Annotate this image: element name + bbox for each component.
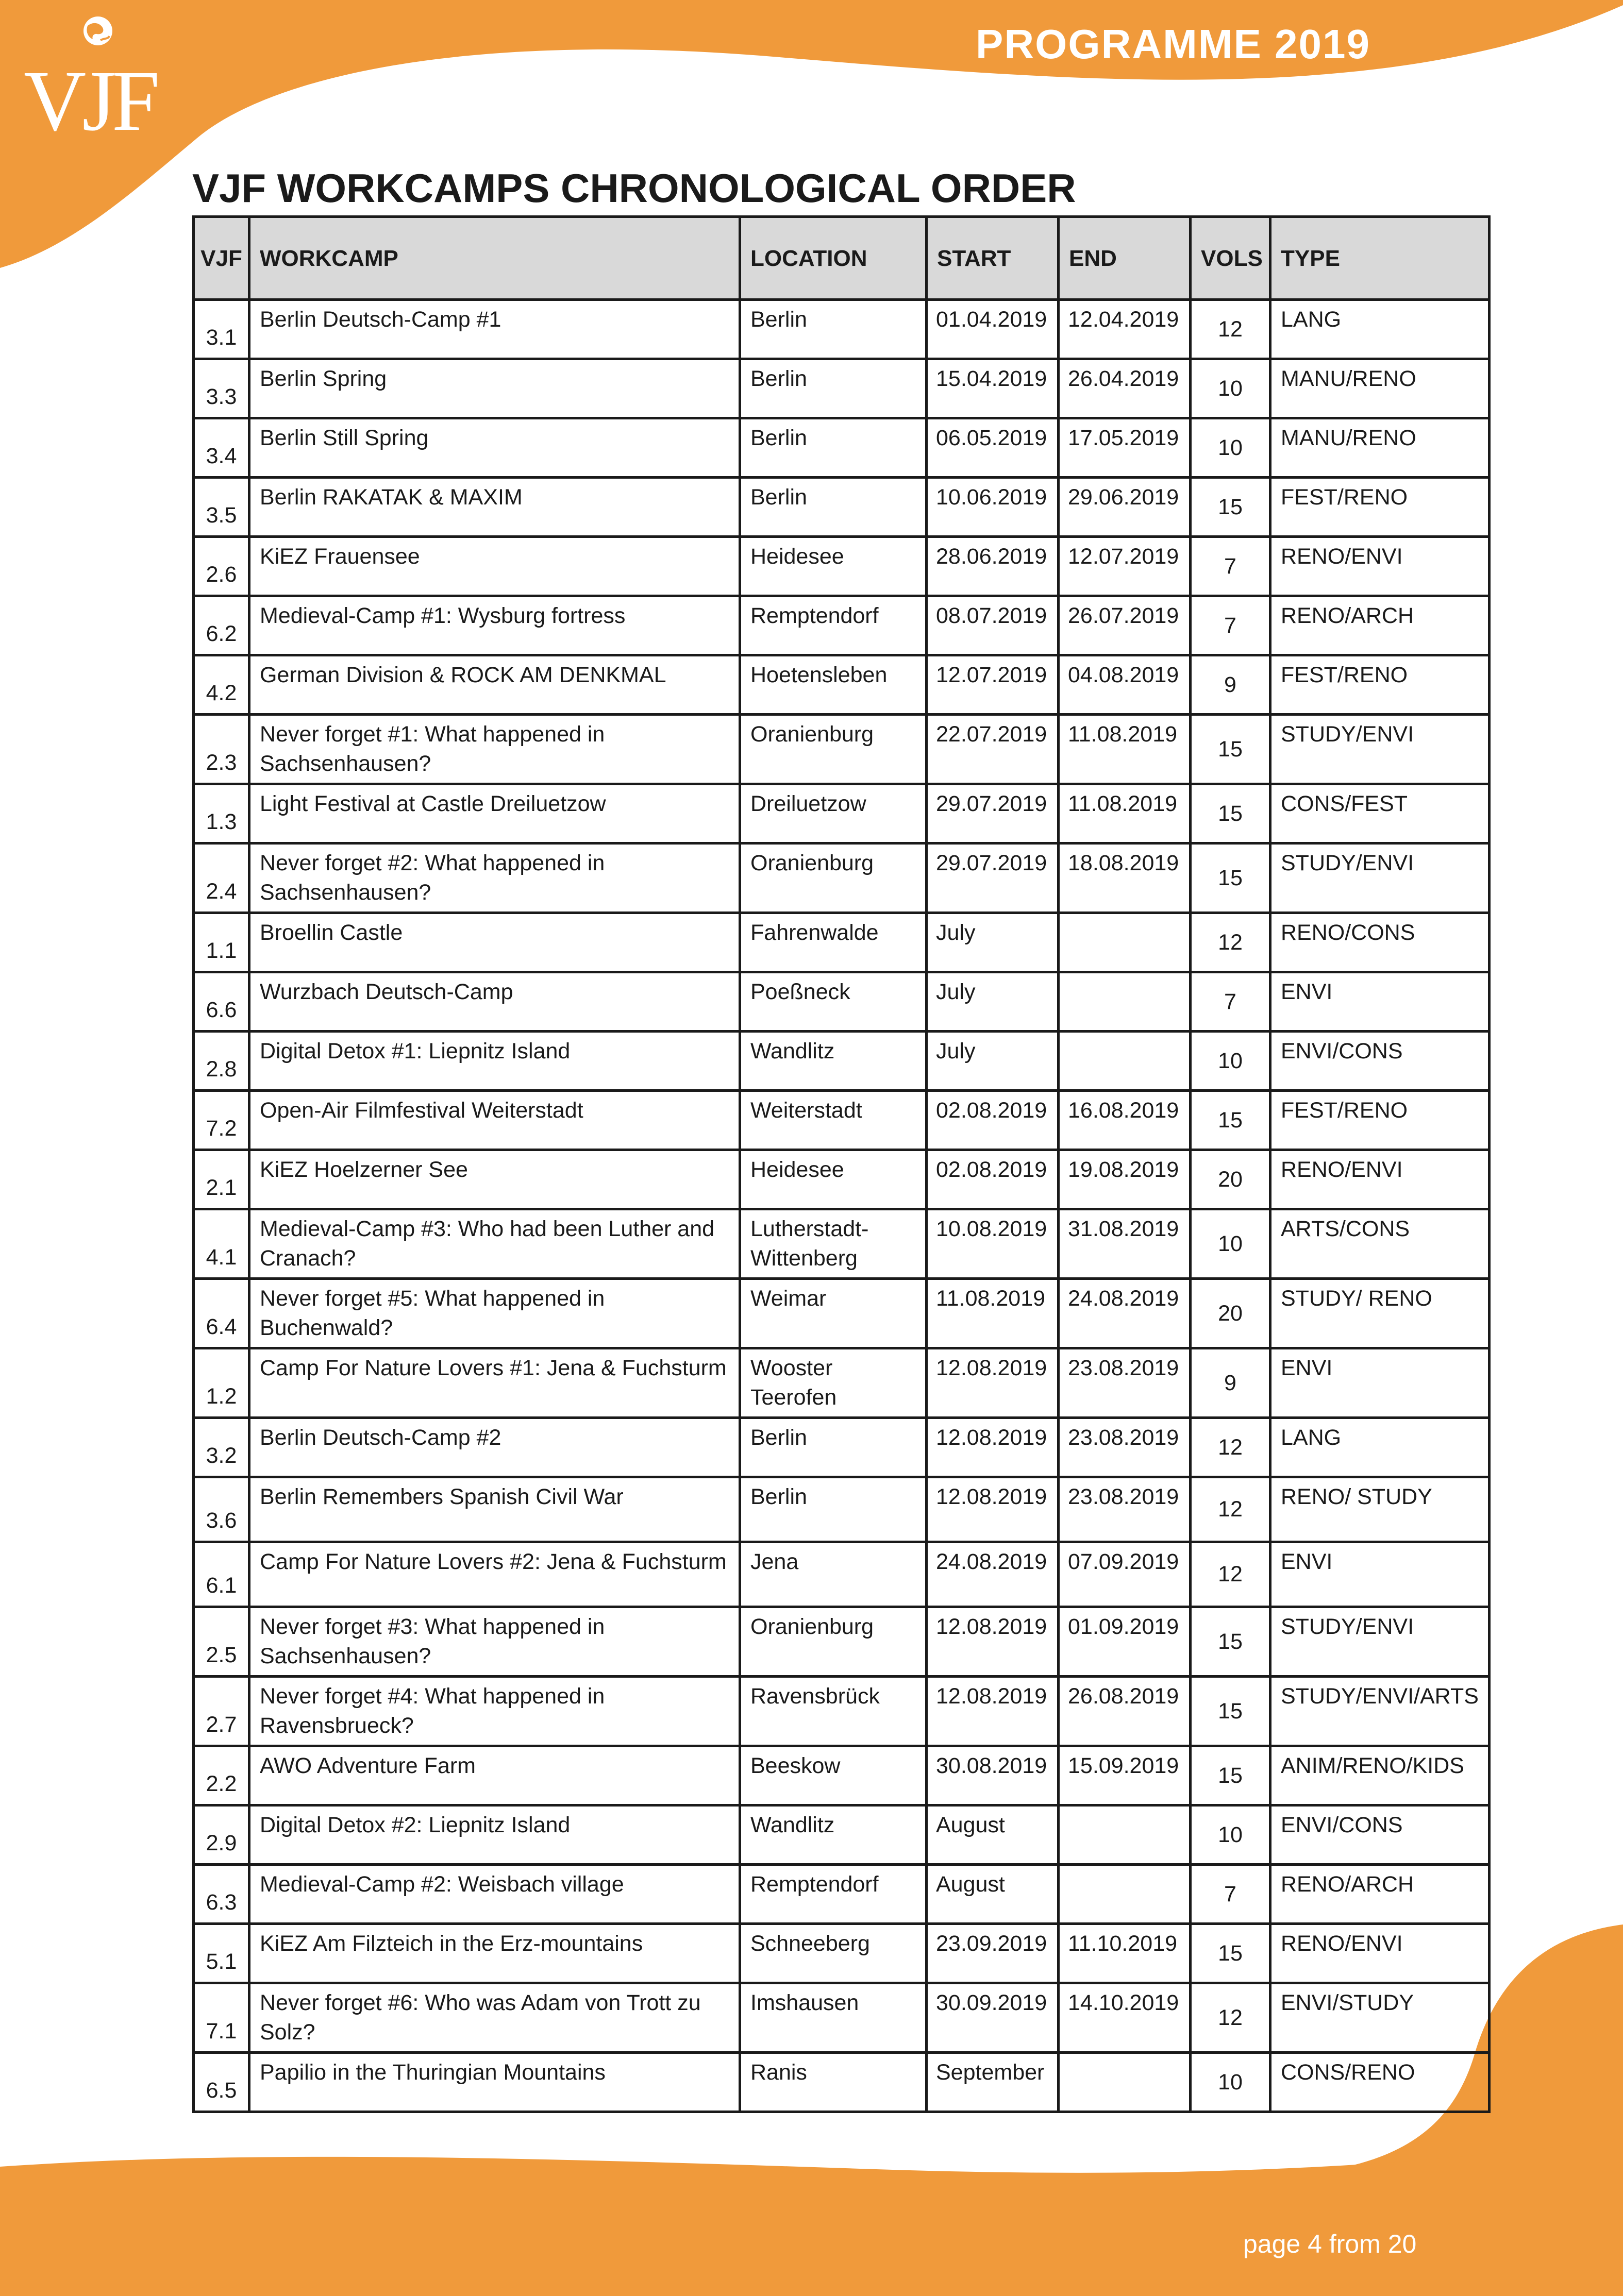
volunteers-cell: 12	[1191, 1477, 1270, 1542]
location-cell: Wandlitz	[740, 1032, 927, 1091]
start-date-cell: 12.08.2019	[927, 1477, 1059, 1542]
volunteers-cell: 15	[1191, 1607, 1270, 1677]
table-row	[194, 1032, 1490, 1091]
location-cell: Wooster Teerofen	[740, 1348, 927, 1418]
start-date-cell: 30.08.2019	[927, 1746, 1059, 1805]
table-header-row	[194, 217, 1490, 300]
table-row	[194, 1865, 1490, 1924]
table-row	[194, 537, 1490, 596]
column-header-start: START	[927, 217, 1059, 300]
location-cell: Berlin	[740, 1418, 927, 1477]
type-cell: ENVI/CONS	[1270, 1805, 1490, 1865]
programme-title: PROGRAMME 2019	[976, 21, 1370, 67]
vjf-cell: 2.8	[194, 1032, 249, 1091]
location-cell: Berlin	[740, 478, 927, 537]
workcamp-cell: Papilio in the Thuringian Mountains	[249, 2053, 740, 2112]
table-row	[194, 300, 1490, 359]
type-cell: ENVI	[1270, 1542, 1490, 1607]
workcamp-cell: Never forget #6: Who was Adam von Trott zu Solz?	[249, 1983, 740, 2053]
end-date-cell: 07.09.2019	[1059, 1542, 1191, 1607]
start-date-cell: 23.09.2019	[927, 1924, 1059, 1983]
volunteers-cell: 15	[1191, 715, 1270, 784]
workcamp-cell: Digital Detox #2: Liepnitz Island	[249, 1805, 740, 1865]
type-cell: RENO/ARCH	[1270, 596, 1490, 655]
vjf-cell: 6.5	[194, 2053, 249, 2112]
location-cell: Berlin	[740, 359, 927, 418]
vjf-cell: 2.4	[194, 843, 249, 913]
page-title: VJF WORKCAMPS CHRONOLOGICAL ORDER	[192, 165, 1076, 211]
start-date-cell: 24.08.2019	[927, 1542, 1059, 1607]
table-row	[194, 913, 1490, 972]
vjf-cell: 6.1	[194, 1542, 249, 1607]
workcamp-cell: Berlin Deutsch-Camp #1	[249, 300, 740, 359]
end-date-cell	[1059, 972, 1191, 1032]
start-date-cell: 10.08.2019	[927, 1209, 1059, 1279]
location-cell: Dreiluetzow	[740, 784, 927, 843]
workcamp-cell: AWO Adventure Farm	[249, 1746, 740, 1805]
volunteers-cell: 10	[1191, 418, 1270, 478]
type-cell: STUDY/ENVI	[1270, 843, 1490, 913]
table-row	[194, 1150, 1490, 1209]
end-date-cell: 23.08.2019	[1059, 1418, 1191, 1477]
vjf-cell: 7.2	[194, 1091, 249, 1150]
workcamp-cell: Berlin Remembers Spanish Civil War	[249, 1477, 740, 1542]
column-header-workcamp: WORKCAMP	[249, 217, 740, 300]
volunteers-cell: 15	[1191, 478, 1270, 537]
workcamp-cell: Berlin Deutsch-Camp #2	[249, 1418, 740, 1477]
end-date-cell: 26.08.2019	[1059, 1677, 1191, 1746]
volunteers-cell: 20	[1191, 1150, 1270, 1209]
start-date-cell: 11.08.2019	[927, 1279, 1059, 1348]
end-date-cell: 12.07.2019	[1059, 537, 1191, 596]
start-date-cell: 10.06.2019	[927, 478, 1059, 537]
type-cell: STUDY/ENVI	[1270, 1607, 1490, 1677]
start-date-cell: 06.05.2019	[927, 418, 1059, 478]
end-date-cell: 14.10.2019	[1059, 1983, 1191, 2053]
type-cell: LANG	[1270, 1418, 1490, 1477]
start-date-cell: August	[927, 1865, 1059, 1924]
vjf-cell: 6.2	[194, 596, 249, 655]
vjf-cell: 1.3	[194, 784, 249, 843]
start-date-cell: 22.07.2019	[927, 715, 1059, 784]
column-header-vols: VOLS	[1191, 217, 1270, 300]
location-cell: Wandlitz	[740, 1805, 927, 1865]
table-row	[194, 359, 1490, 418]
start-date-cell: 29.07.2019	[927, 784, 1059, 843]
type-cell: ENVI	[1270, 1348, 1490, 1418]
workcamp-cell: KiEZ Frauensee	[249, 537, 740, 596]
vjf-cell: 2.2	[194, 1746, 249, 1805]
type-cell: RENO/ STUDY	[1270, 1477, 1490, 1542]
table-row	[194, 1477, 1490, 1542]
vjf-cell: 4.2	[194, 655, 249, 715]
volunteers-cell: 7	[1191, 972, 1270, 1032]
vjf-cell: 4.1	[194, 1209, 249, 1279]
location-cell: Weiterstadt	[740, 1091, 927, 1150]
end-date-cell: 04.08.2019	[1059, 655, 1191, 715]
type-cell: STUDY/ RENO	[1270, 1279, 1490, 1348]
table-row	[194, 655, 1490, 715]
volunteers-cell: 12	[1191, 1983, 1270, 2053]
type-cell: ENVI	[1270, 972, 1490, 1032]
volunteers-cell: 10	[1191, 2053, 1270, 2112]
workcamp-cell: Berlin RAKATAK & MAXIM	[249, 478, 740, 537]
table-row	[194, 1924, 1490, 1983]
type-cell: CONS/FEST	[1270, 784, 1490, 843]
workcamp-cell: Never forget #5: What happened in Buchenwald?	[249, 1279, 740, 1348]
table-row	[194, 715, 1490, 784]
table-row	[194, 596, 1490, 655]
table-row	[194, 1348, 1490, 1418]
vjf-cell: 1.2	[194, 1348, 249, 1418]
location-cell: Lutherstadt-Wittenberg	[740, 1209, 927, 1279]
start-date-cell: 12.07.2019	[927, 655, 1059, 715]
end-date-cell: 23.08.2019	[1059, 1477, 1191, 1542]
volunteers-cell: 10	[1191, 1805, 1270, 1865]
vjf-cell: 3.4	[194, 418, 249, 478]
end-date-cell: 15.09.2019	[1059, 1746, 1191, 1805]
volunteers-cell: 10	[1191, 359, 1270, 418]
workcamp-cell: KiEZ Am Filzteich in the Erz-mountains	[249, 1924, 740, 1983]
end-date-cell: 11.08.2019	[1059, 784, 1191, 843]
location-cell: Heidesee	[740, 1150, 927, 1209]
location-cell: Oranienburg	[740, 843, 927, 913]
table-row	[194, 1418, 1490, 1477]
type-cell: FEST/RENO	[1270, 478, 1490, 537]
type-cell: STUDY/ENVI/ARTS	[1270, 1677, 1490, 1746]
workcamp-cell: Never forget #4: What happened in Ravensbrueck?	[249, 1677, 740, 1746]
table-row	[194, 478, 1490, 537]
workcamp-cell: Camp For Nature Lovers #2: Jena & Fuchsturm	[249, 1542, 740, 1607]
column-header-vjf: VJF	[194, 217, 249, 300]
vjf-cell: 7.1	[194, 1983, 249, 2053]
end-date-cell: 29.06.2019	[1059, 478, 1191, 537]
start-date-cell: 12.08.2019	[927, 1348, 1059, 1418]
end-date-cell: 01.09.2019	[1059, 1607, 1191, 1677]
volunteers-cell: 12	[1191, 913, 1270, 972]
vjf-cell: 2.5	[194, 1607, 249, 1677]
vjf-cell: 3.5	[194, 478, 249, 537]
vjf-cell: 6.6	[194, 972, 249, 1032]
volunteers-cell: 9	[1191, 655, 1270, 715]
location-cell: Ravensbrück	[740, 1677, 927, 1746]
volunteers-cell: 15	[1191, 784, 1270, 843]
location-cell: Heidesee	[740, 537, 927, 596]
end-date-cell: 31.08.2019	[1059, 1209, 1191, 1279]
type-cell: CONS/RENO	[1270, 2053, 1490, 2112]
start-date-cell: July	[927, 1032, 1059, 1091]
location-cell: Poeßneck	[740, 972, 927, 1032]
workcamp-cell: Medieval-Camp #1: Wysburg fortress	[249, 596, 740, 655]
type-cell: FEST/RENO	[1270, 655, 1490, 715]
column-header-location: LOCATION	[740, 217, 927, 300]
end-date-cell: 26.07.2019	[1059, 596, 1191, 655]
workcamp-cell: Wurzbach Deutsch-Camp	[249, 972, 740, 1032]
volunteers-cell: 15	[1191, 1746, 1270, 1805]
table-row	[194, 1279, 1490, 1348]
table-row	[194, 1542, 1490, 1607]
type-cell: LANG	[1270, 300, 1490, 359]
workcamp-cell: Berlin Still Spring	[249, 418, 740, 478]
location-cell: Jena	[740, 1542, 927, 1607]
location-cell: Beeskow	[740, 1746, 927, 1805]
workcamp-cell: Never forget #2: What happened in Sachsenhausen?	[249, 843, 740, 913]
vjf-cell: 2.1	[194, 1150, 249, 1209]
column-header-end: END	[1059, 217, 1191, 300]
end-date-cell: 11.10.2019	[1059, 1924, 1191, 1983]
end-date-cell: 18.08.2019	[1059, 843, 1191, 913]
start-date-cell: 29.07.2019	[927, 843, 1059, 913]
table-row	[194, 972, 1490, 1032]
table-row	[194, 1209, 1490, 1279]
workcamp-cell: Digital Detox #1: Liepnitz Island	[249, 1032, 740, 1091]
start-date-cell: 02.08.2019	[927, 1150, 1059, 1209]
end-date-cell: 16.08.2019	[1059, 1091, 1191, 1150]
start-date-cell: 02.08.2019	[927, 1091, 1059, 1150]
end-date-cell: 23.08.2019	[1059, 1348, 1191, 1418]
workcamp-cell: Broellin Castle	[249, 913, 740, 972]
page-number: page 4 from 20	[1243, 2230, 1417, 2258]
end-date-cell: 11.08.2019	[1059, 715, 1191, 784]
column-header-type: TYPE	[1270, 217, 1490, 300]
start-date-cell: 12.08.2019	[927, 1607, 1059, 1677]
volunteers-cell: 15	[1191, 843, 1270, 913]
end-date-cell	[1059, 1805, 1191, 1865]
volunteers-cell: 7	[1191, 1865, 1270, 1924]
end-date-cell: 17.05.2019	[1059, 418, 1191, 478]
location-cell: Remptendorf	[740, 1865, 927, 1924]
volunteers-cell: 12	[1191, 300, 1270, 359]
volunteers-cell: 20	[1191, 1279, 1270, 1348]
vjf-cell: 5.1	[194, 1924, 249, 1983]
vjf-cell: 2.9	[194, 1805, 249, 1865]
volunteers-cell: 9	[1191, 1348, 1270, 1418]
location-cell: Oranienburg	[740, 715, 927, 784]
end-date-cell: 19.08.2019	[1059, 1150, 1191, 1209]
table-row	[194, 1805, 1490, 1865]
start-date-cell: 15.04.2019	[927, 359, 1059, 418]
location-cell: Berlin	[740, 300, 927, 359]
start-date-cell: 12.08.2019	[927, 1418, 1059, 1477]
location-cell: Berlin	[740, 418, 927, 478]
workcamp-cell: Camp For Nature Lovers #1: Jena & Fuchsturm	[249, 1348, 740, 1418]
type-cell: ENVI/CONS	[1270, 1032, 1490, 1091]
type-cell: RENO/ENVI	[1270, 537, 1490, 596]
volunteers-cell: 10	[1191, 1209, 1270, 1279]
workcamp-cell: Never forget #3: What happened in Sachsenhausen?	[249, 1607, 740, 1677]
type-cell: RENO/ENVI	[1270, 1924, 1490, 1983]
type-cell: RENO/CONS	[1270, 913, 1490, 972]
location-cell: Oranienburg	[740, 1607, 927, 1677]
table-row	[194, 1091, 1490, 1150]
table-row	[194, 784, 1490, 843]
location-cell: Ranis	[740, 2053, 927, 2112]
start-date-cell: August	[927, 1805, 1059, 1865]
type-cell: ANIM/RENO/KIDS	[1270, 1746, 1490, 1805]
vjf-logo	[10, 10, 155, 196]
workcamp-cell: German Division & ROCK AM DENKMAL	[249, 655, 740, 715]
end-date-cell	[1059, 1032, 1191, 1091]
volunteers-cell: 15	[1191, 1677, 1270, 1746]
table-row	[194, 1677, 1490, 1746]
type-cell: ENVI/STUDY	[1270, 1983, 1490, 2053]
end-date-cell	[1059, 2053, 1191, 2112]
end-date-cell	[1059, 1865, 1191, 1924]
type-cell: FEST/RENO	[1270, 1091, 1490, 1150]
type-cell: RENO/ENVI	[1270, 1150, 1490, 1209]
logo-text: VJF	[24, 53, 156, 149]
workcamp-cell: Open-Air Filmfestival Weiterstadt	[249, 1091, 740, 1150]
location-cell: Hoetensleben	[740, 655, 927, 715]
vjf-cell: 2.3	[194, 715, 249, 784]
end-date-cell: 26.04.2019	[1059, 359, 1191, 418]
start-date-cell: 30.09.2019	[927, 1983, 1059, 2053]
start-date-cell: September	[927, 2053, 1059, 2112]
volunteers-cell: 10	[1191, 1032, 1270, 1091]
workcamp-cell: KiEZ Hoelzerner See	[249, 1150, 740, 1209]
vjf-cell: 1.1	[194, 913, 249, 972]
vjf-cell: 6.3	[194, 1865, 249, 1924]
table-row	[194, 843, 1490, 913]
vjf-cell: 2.7	[194, 1677, 249, 1746]
workcamp-cell: Light Festival at Castle Dreiluetzow	[249, 784, 740, 843]
vjf-cell: 3.3	[194, 359, 249, 418]
workcamp-cell: Berlin Spring	[249, 359, 740, 418]
end-date-cell: 24.08.2019	[1059, 1279, 1191, 1348]
table-row	[194, 418, 1490, 478]
table-row	[194, 1607, 1490, 1677]
location-cell: Fahrenwalde	[740, 913, 927, 972]
volunteers-cell: 12	[1191, 1418, 1270, 1477]
vjf-cell: 2.6	[194, 537, 249, 596]
type-cell: MANU/RENO	[1270, 359, 1490, 418]
start-date-cell: July	[927, 972, 1059, 1032]
start-date-cell: 08.07.2019	[927, 596, 1059, 655]
vjf-cell: 6.4	[194, 1279, 249, 1348]
table-row	[194, 1746, 1490, 1805]
volunteers-cell: 7	[1191, 596, 1270, 655]
vjf-cell: 3.1	[194, 300, 249, 359]
workcamp-cell: Medieval-Camp #3: Who had been Luther and Cranach?	[249, 1209, 740, 1279]
workcamp-cell: Medieval-Camp #2: Weisbach village	[249, 1865, 740, 1924]
type-cell: MANU/RENO	[1270, 418, 1490, 478]
location-cell: Imshausen	[740, 1983, 927, 2053]
start-date-cell: 12.08.2019	[927, 1677, 1059, 1746]
location-cell: Berlin	[740, 1477, 927, 1542]
end-date-cell: 12.04.2019	[1059, 300, 1191, 359]
location-cell: Remptendorf	[740, 596, 927, 655]
start-date-cell: 28.06.2019	[927, 537, 1059, 596]
type-cell: STUDY/ENVI	[1270, 715, 1490, 784]
volunteers-cell: 12	[1191, 1542, 1270, 1607]
location-cell: Weimar	[740, 1279, 927, 1348]
volunteers-cell: 15	[1191, 1924, 1270, 1983]
workcamps-table	[192, 215, 1491, 2113]
type-cell: ARTS/CONS	[1270, 1209, 1490, 1279]
volunteers-cell: 7	[1191, 537, 1270, 596]
table-row	[194, 2053, 1490, 2112]
table-row	[194, 1983, 1490, 2053]
volunteers-cell: 15	[1191, 1091, 1270, 1150]
start-date-cell: July	[927, 913, 1059, 972]
workcamp-cell: Never forget #1: What happened in Sachsenhausen?	[249, 715, 740, 784]
start-date-cell: 01.04.2019	[927, 300, 1059, 359]
end-date-cell	[1059, 913, 1191, 972]
type-cell: RENO/ARCH	[1270, 1865, 1490, 1924]
location-cell: Schneeberg	[740, 1924, 927, 1983]
vjf-cell: 3.6	[194, 1477, 249, 1542]
vjf-cell: 3.2	[194, 1418, 249, 1477]
